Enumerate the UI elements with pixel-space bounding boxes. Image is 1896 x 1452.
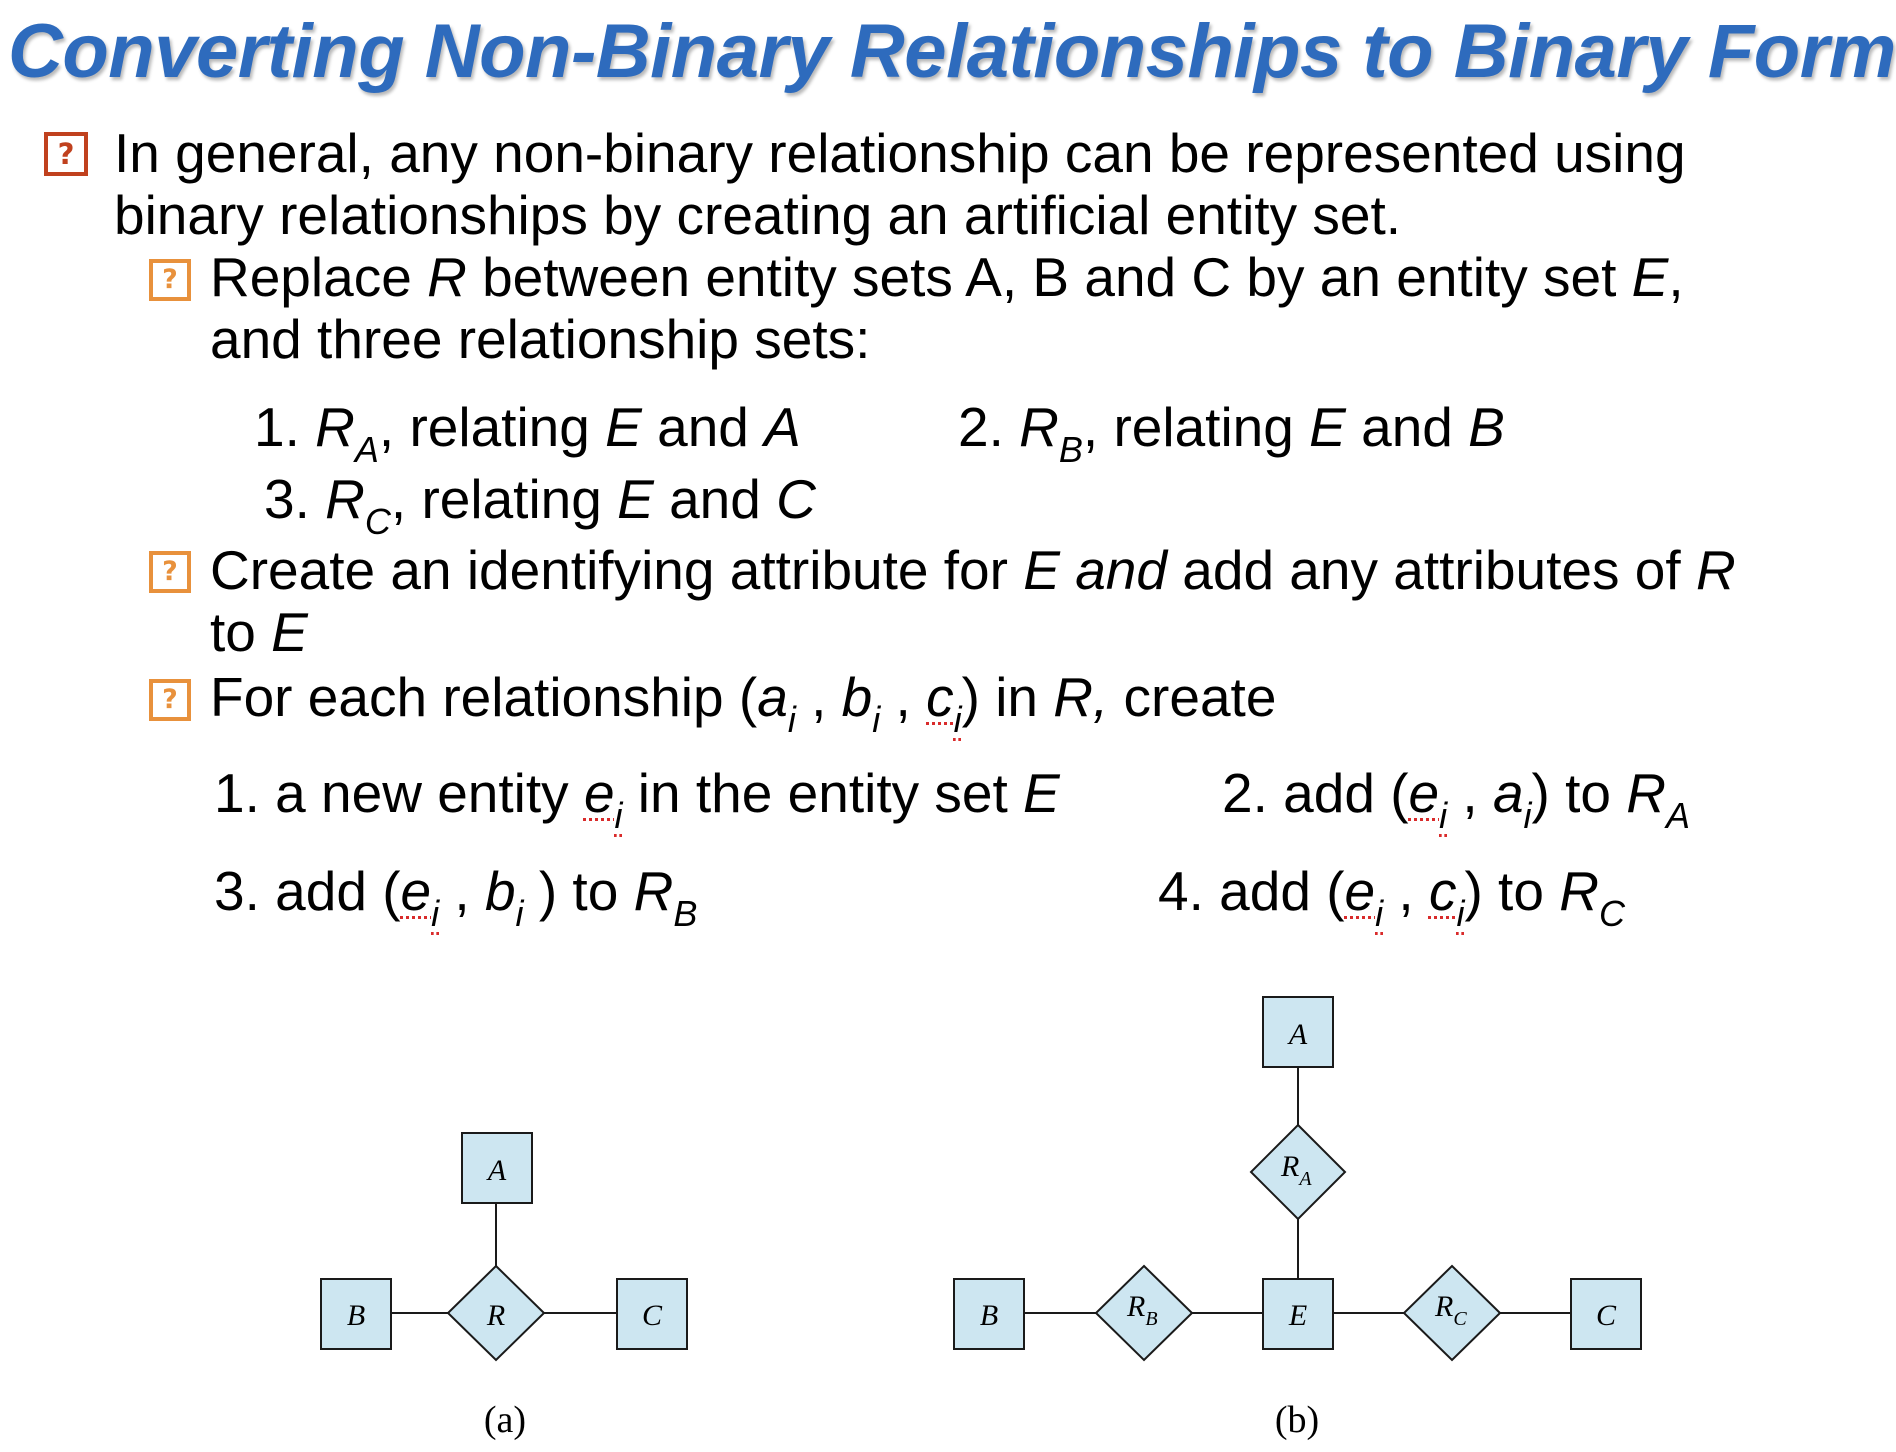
l2-t1: 1. a new entity [214, 762, 584, 824]
l1-txt2: , relating [1082, 396, 1310, 458]
l2-sep3: , [439, 860, 485, 922]
l2-t2: 2. add ( [1222, 762, 1409, 824]
b-rc-sub: C [1453, 1308, 1467, 1330]
b-rb-sub: B [1145, 1308, 1158, 1330]
l1-txt3: , relating [390, 468, 618, 530]
l2-x3-sub: i [515, 893, 524, 934]
l2-t3: 3. add ( [214, 860, 401, 922]
l1-r3: R [325, 468, 365, 530]
l1-num2: 2. [958, 396, 1020, 458]
bullet-icon-level1: ? [44, 132, 88, 176]
b4-text-2: ) in [961, 666, 1054, 728]
b3-r: R [1695, 539, 1736, 601]
l1-r1: R [315, 396, 355, 458]
l2-e4: e [1344, 860, 1376, 922]
b2-r: R [427, 246, 467, 308]
page-title: Converting Non-Binary Relationships to Binary Form [8, 9, 1896, 94]
l2-x2-sub: i [1523, 795, 1532, 836]
b4-a-sub: i [787, 699, 796, 740]
b3-text-2: add any attributes of [1166, 539, 1696, 601]
b-entity-B-label: B [979, 1299, 999, 1332]
b-rb-main: R [1127, 1290, 1146, 1323]
l2-e2-sub: i [1439, 795, 1448, 836]
bullet1-line1: In general, any non-binary relationship can be represented using [114, 122, 1686, 184]
l2-t3b: ) to [523, 860, 634, 922]
l2-x2: a [1492, 762, 1524, 824]
b3-e-and: E and [1023, 539, 1167, 601]
bullet1-line2: binary relationships by creating an artificial entity set. [114, 184, 1402, 246]
b4-text: For each relationship ( [210, 666, 758, 728]
l2-e3-sub: i [431, 893, 440, 934]
l1-and2: and [1345, 396, 1469, 458]
l2-e1-sub: i [614, 795, 623, 836]
b3-text: Create an identifying attribute for [210, 539, 1024, 601]
l2-e3: e [400, 860, 432, 922]
l2-r2-sub: A [1666, 795, 1691, 836]
l2-e2: e [1408, 762, 1440, 824]
l1-a1: A [764, 396, 801, 458]
b-rc-main: R [1435, 1290, 1454, 1323]
l2-t2b: ) to [1531, 762, 1627, 824]
l1-c3: C [776, 468, 816, 530]
b2-comma: , [1668, 246, 1684, 308]
l1-sub2: B [1058, 429, 1083, 470]
l2-r4-sub: C [1598, 893, 1625, 934]
b4-b-sub: i [872, 699, 881, 740]
l2-e4-sub: i [1375, 893, 1384, 934]
b2-e: E [1631, 246, 1669, 308]
l1-e2: E [1309, 396, 1346, 458]
b2-text: Replace [210, 246, 428, 308]
l1-sub3: C [364, 501, 391, 542]
b-entity-C-label: C [1595, 1299, 1617, 1332]
l1-sub1: A [354, 429, 379, 470]
l2-e1: e [583, 762, 615, 824]
l2-r2: R [1626, 762, 1667, 824]
b4-r: R, [1053, 666, 1109, 728]
l2-t4b: ) to [1464, 860, 1560, 922]
l2-sep2: , [1447, 762, 1493, 824]
b4-sep2: , [880, 666, 927, 728]
a-entity-A-label: A [487, 1154, 507, 1187]
b4-b: b [841, 666, 873, 728]
l2-E1: E [1023, 762, 1060, 824]
a-relationship-R-label: R [486, 1299, 506, 1332]
l2-t1b: in the entity set [622, 762, 1024, 824]
l2-x3: b [484, 860, 516, 922]
b-entity-A-label: A [1288, 1018, 1308, 1051]
b4-c: c [926, 666, 954, 728]
l1-b2: B [1468, 396, 1505, 458]
l1-and3: and [653, 468, 777, 530]
bullet-icon-level2: ? [149, 551, 191, 593]
l2-x4-sub: i [1456, 893, 1465, 934]
l2-r4: R [1559, 860, 1599, 922]
b4-c-sub: i [953, 699, 962, 740]
bullet-icon-level2: ? [149, 259, 191, 301]
b-entity-E-label: E [1288, 1299, 1308, 1332]
b3-e: E [271, 601, 308, 663]
l1-r2: R [1019, 396, 1059, 458]
l2-x4: c [1428, 860, 1457, 922]
l1-num1: 1. [254, 396, 316, 458]
b-ra-main: R [1281, 1150, 1300, 1183]
a-entity-C-label: C [641, 1299, 663, 1332]
b3-to: to [210, 601, 272, 663]
l2-r3-sub: B [673, 893, 698, 934]
b4-text-3: create [1108, 666, 1277, 728]
a-caption: (a) [483, 1399, 527, 1441]
l1-txt1: , relating [378, 396, 606, 458]
bullet2-line2: and three relationship sets: [210, 308, 871, 370]
bullet-icon-level2: ? [149, 679, 191, 721]
l1-num3: 3. [264, 468, 326, 530]
b4-a: a [757, 666, 788, 728]
b-caption: (b) [1274, 1399, 1320, 1441]
b-ra-sub: A [1299, 1168, 1312, 1190]
l2-r3: R [633, 860, 674, 922]
l1-e3: E [617, 468, 654, 530]
a-entity-B-label: B [346, 1299, 366, 1332]
b2-text-2: between entity sets A, B and C by an entity set [466, 246, 1632, 308]
l1-e1: E [605, 396, 642, 458]
l1-and1: and [641, 396, 765, 458]
l2-sep4: , [1383, 860, 1429, 922]
l2-t4: 4. add ( [1158, 860, 1345, 922]
b4-sep1: , [795, 666, 842, 728]
